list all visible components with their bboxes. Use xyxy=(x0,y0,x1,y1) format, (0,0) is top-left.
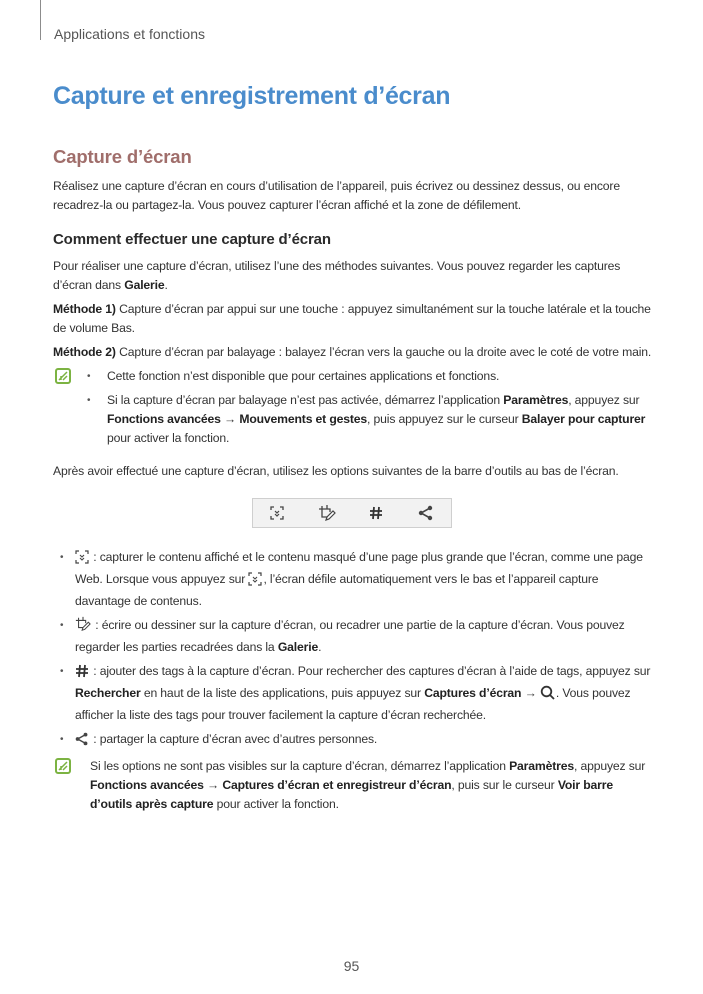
share-icon xyxy=(75,732,89,752)
header-section-title: Applications et fonctions xyxy=(54,26,205,42)
page-number: 95 xyxy=(343,958,360,974)
section-intro: Réalisez une capture d’écran en cours d’utilisation de l’appareil, puis écrivez ou dessinez dessus, ou encore recadrez-la ou partagez-la. Vous pouvez capturer l’écran affiché et la zone de défilement. xyxy=(53,179,620,212)
howto-intro: Pour réaliser une capture d’écran, utilisez l’une des méthodes suivantes. Vous pouvez regarder les captures d’écran dans Galerie. xyxy=(53,259,621,292)
scroll-capture-icon xyxy=(75,550,89,570)
feature-scroll-capture: • : capturer le contenu affiché et le contenu masqué d’une page plus grande que l’écran, comme une page Web. Lorsque vous appuyez sur , l’écran défile automatiquement vers le bas et l’appareil capture davantage de contenus. xyxy=(53,548,653,611)
screenshot-toolbar xyxy=(252,498,452,528)
feature-draw-crop: • : écrire ou dessiner sur la capture d’écran, ou recadrer une partie de la capture d’écran. Vous pouvez regarder les parties recadrées dans la Galerie. xyxy=(53,616,653,657)
note-box xyxy=(53,367,653,448)
feature-share: • : partager la capture d’écran avec d’autres personnes. xyxy=(53,730,653,752)
note-item: • Si la capture d’écran par balayage n’est pas activée, démarrez l’application Paramètres, appuyez sur Fonctions avancées → Mouvements et gestes, puis appuyez sur le curseur Balayer pour capturer pour activer la fonction. xyxy=(87,391,653,448)
feature-hashtag: • : ajouter des tags à la capture d’écran. Pour rechercher des captures d’écran à l’aide de tags, appuyez sur Rechercher en haut de la liste des applications, puis appuyez sur Captures d’écran → . Vous pouvez afficher la liste des tags pour trouver facilement la capture d’écran recherchée. xyxy=(53,662,653,725)
toolbar-intro: Après avoir effectué une capture d’écran, utilisez les options suivantes de la barre d’outils au bas de l’écran. xyxy=(53,464,619,478)
note-icon xyxy=(55,758,71,774)
note-item: • Cette fonction n’est disponible que pour certaines applications et fonctions. xyxy=(87,367,653,386)
hashtag-icon[interactable] xyxy=(364,501,388,525)
note-text: Si les options ne sont pas visibles sur la capture d’écran, démarrez l’application Paramètres, appuyez sur Fonctions avancées → Captures d’écran et enregistreur d’écran, puis sur le curseur Voir barre d’outils après capture pour activer la fonction. xyxy=(90,759,646,811)
scroll-capture-icon[interactable] xyxy=(265,501,289,525)
note-icon xyxy=(55,368,71,384)
share-icon[interactable] xyxy=(414,501,438,525)
method-1: Méthode 1) Capture d’écran par appui sur une touche : appuyez simultanément sur la touche latérale et la touche de volume Bas. xyxy=(53,302,651,335)
content xyxy=(53,146,653,819)
search-icon xyxy=(540,685,555,706)
gallery-app-name: Galerie xyxy=(124,278,165,292)
hashtag-icon xyxy=(75,664,89,684)
method-2: Méthode 2) Capture d’écran par balayage : balayez l’écran vers la gauche ou la droite avec le coté de votre main. xyxy=(53,345,652,359)
subsection-title: Comment effectuer une capture d’écran xyxy=(53,231,331,248)
section-title: Capture d’écran xyxy=(53,146,192,167)
toolbar-wrap xyxy=(0,498,703,528)
page-title: Capture et enregistrement d’écran xyxy=(53,82,451,110)
draw-crop-icon[interactable] xyxy=(315,501,339,525)
note-box-2 xyxy=(53,757,653,814)
scroll-capture-icon xyxy=(248,572,262,592)
header-rule xyxy=(40,0,41,40)
draw-crop-icon xyxy=(75,616,91,638)
toolbar-feature-list xyxy=(53,548,653,752)
